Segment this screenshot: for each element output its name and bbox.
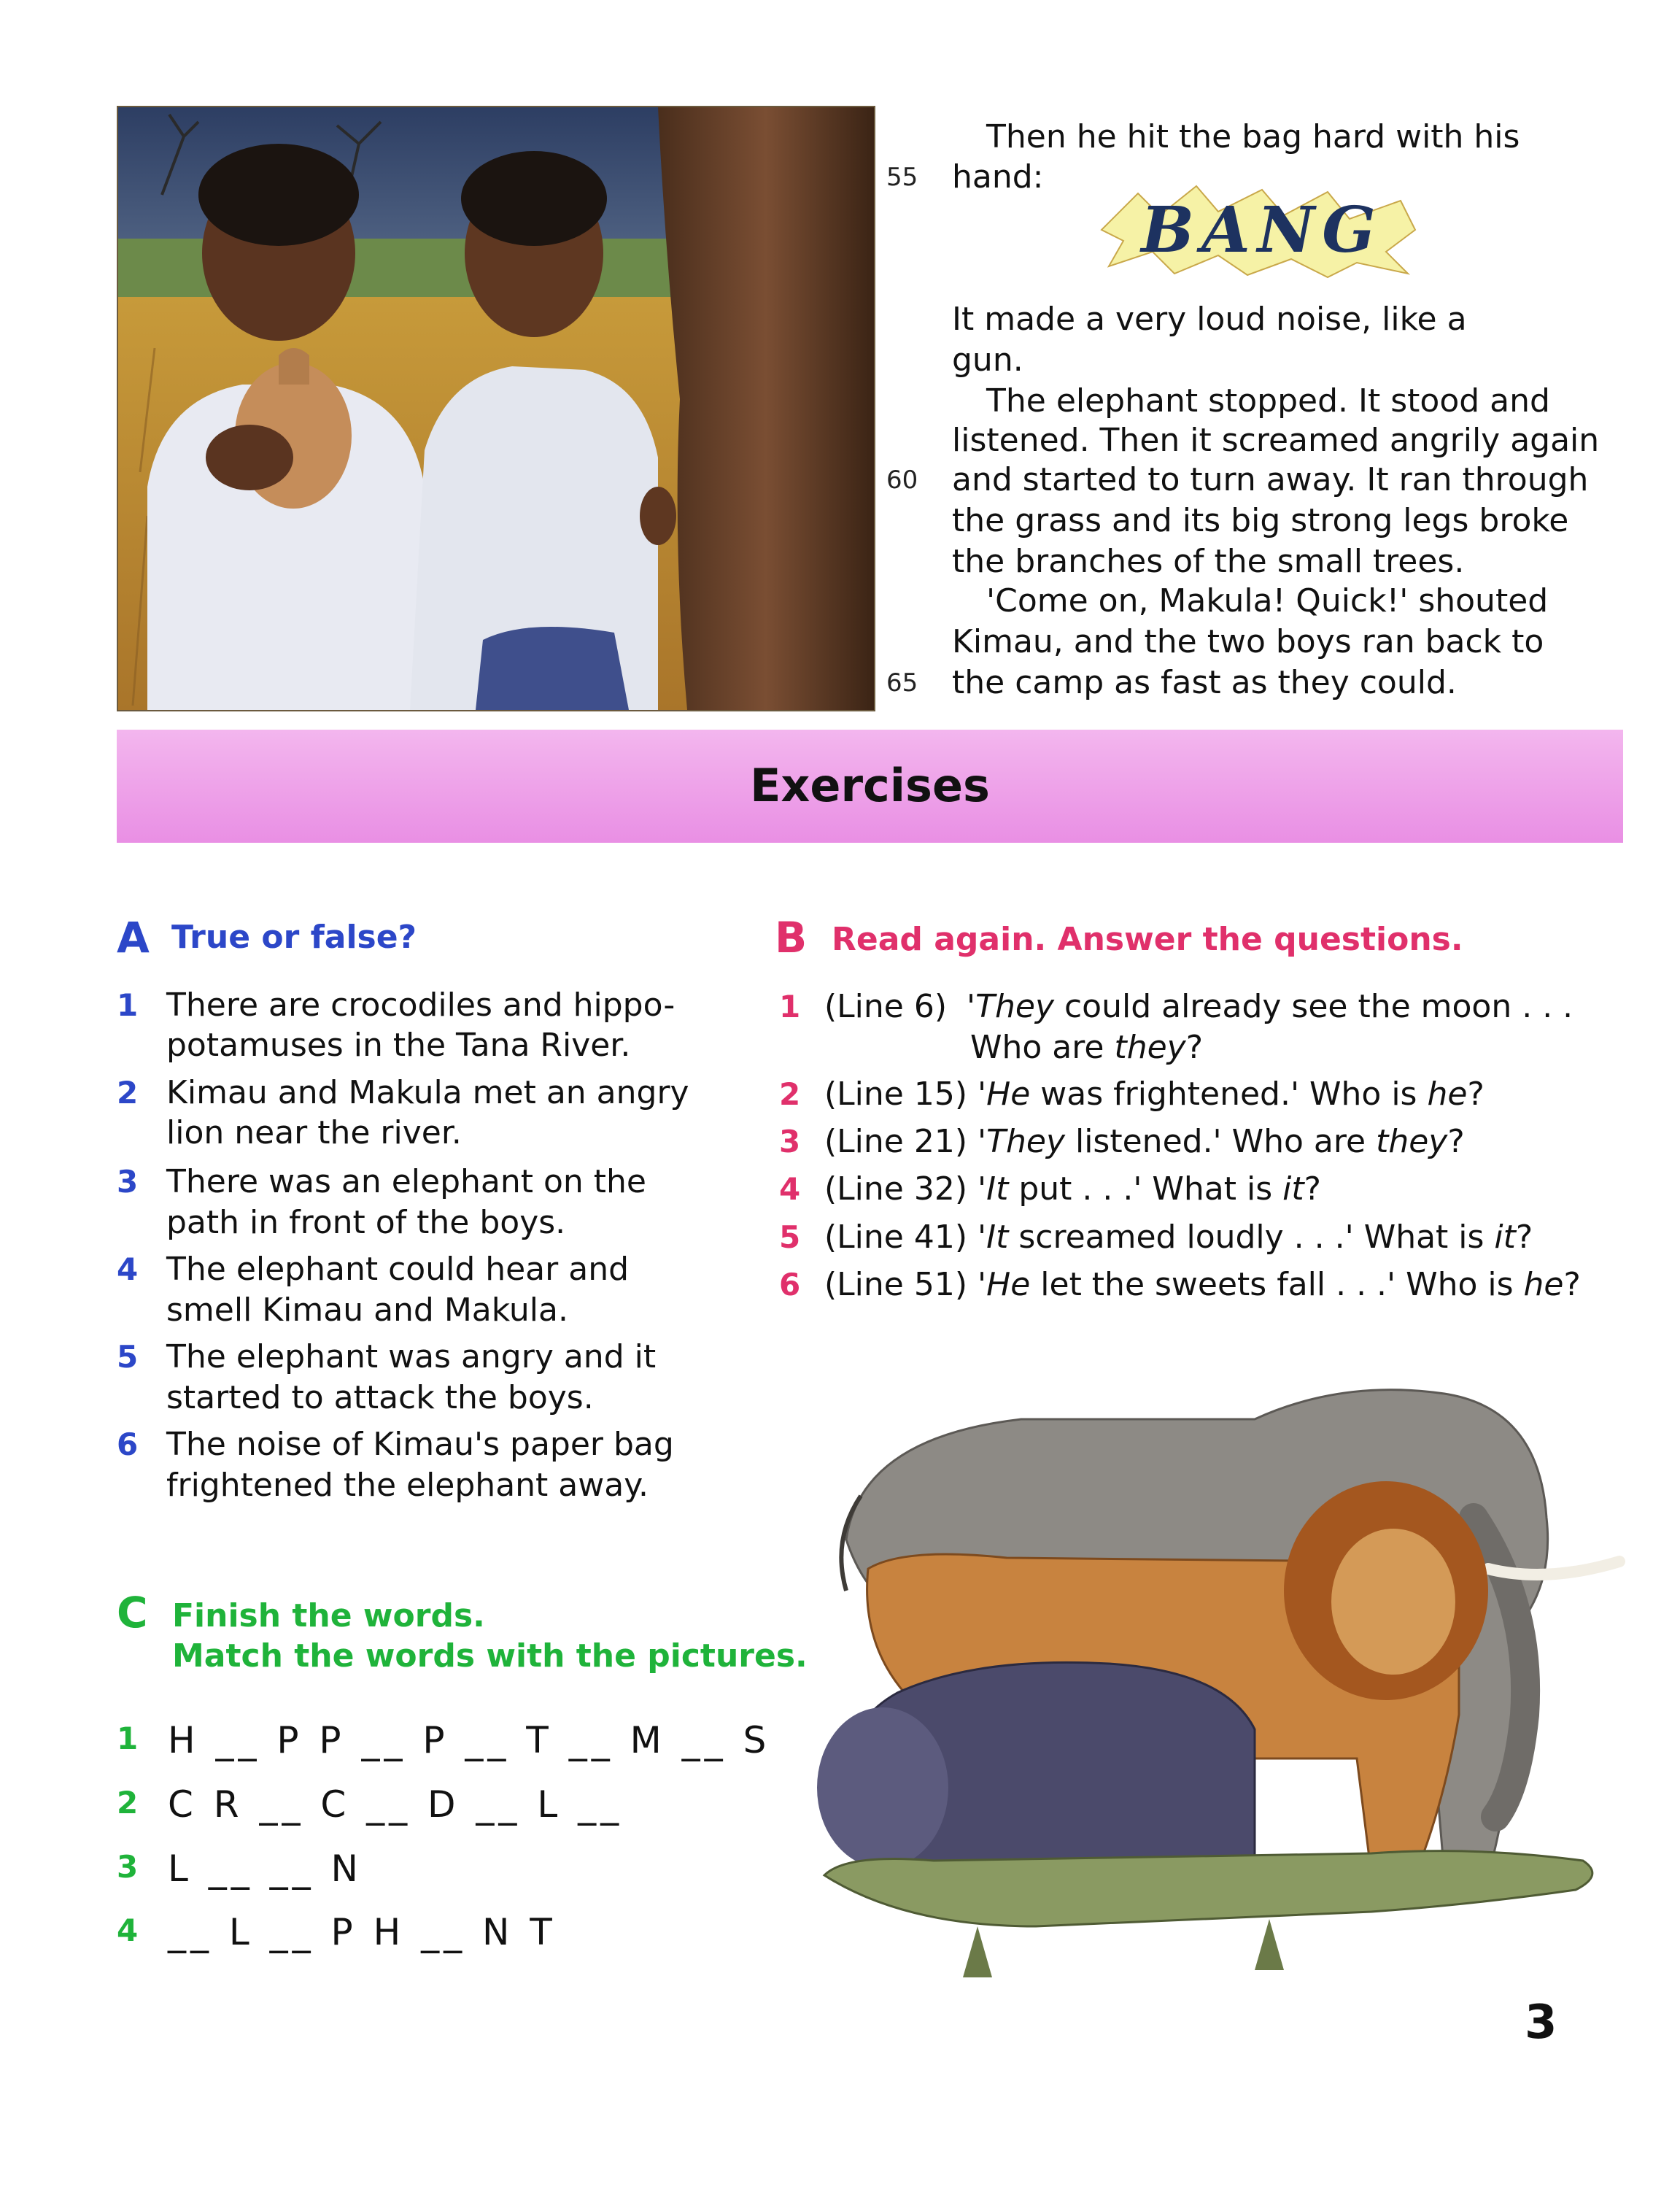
section-a-item-text: There are crocodiles and hippo- <box>166 987 676 1024</box>
section-a-item-text: The elephant was angry and it <box>166 1338 657 1375</box>
word-puzzle: C R __ C __ D __ L __ <box>168 1783 624 1826</box>
section-a-item-text: There was an elephant on the <box>166 1163 646 1200</box>
section-b-question: (Line 15) 'He was frightened.' Who is he? <box>824 1076 1484 1113</box>
word-puzzle: H __ P P __ P __ T __ M __ S <box>168 1719 771 1761</box>
section-b-question-cont: Who are they? <box>970 1029 1204 1066</box>
section-a-item-text: started to attack the boys. <box>166 1379 594 1416</box>
section-a-item-text: smell Kimau and Makula. <box>166 1292 568 1329</box>
bang-sound-effect <box>1094 179 1430 281</box>
section-a-item-text: Kimau and Makula met an angry <box>166 1074 689 1111</box>
story-line: The elephant stopped. It stood and <box>986 382 1550 420</box>
section-c-letter: C <box>117 1588 148 1637</box>
section-a-item-text: potamuses in the Tana River. <box>166 1027 631 1064</box>
section-b-question: (Line 21) 'They listened.' Who are they? <box>824 1123 1465 1160</box>
story-line: Kimau, and the two boys ran back to <box>952 623 1544 660</box>
line-number: 60 <box>886 466 918 495</box>
boys-tree-illustration <box>118 107 874 710</box>
story-line: and started to turn away. It ran through <box>952 461 1589 498</box>
section-a-item-text: The elephant could hear and <box>166 1251 630 1288</box>
section-b-question: (Line 41) 'It screamed loudly . . .' What is it? <box>824 1219 1533 1256</box>
story-line: hand: <box>952 158 1044 196</box>
exercises-banner <box>117 730 1623 843</box>
story-line: 'Come on, Makula! Quick!' shouted <box>986 582 1549 619</box>
animals-group <box>817 1350 1627 2007</box>
section-b-item-number: 2 <box>779 1076 801 1112</box>
line-number: 65 <box>886 668 918 698</box>
bang-text: BANG <box>1141 193 1383 267</box>
story-line: the grass and its big strong legs broke <box>952 502 1569 539</box>
section-a-item-number: 1 <box>117 987 139 1023</box>
section-a-item-number: 4 <box>117 1251 139 1287</box>
section-b-line-ref: (Line 6) <box>824 988 948 1025</box>
exercises-title: Exercises <box>750 759 990 812</box>
section-b-question: (Line 32) 'It put . . .' What is it? <box>824 1170 1321 1208</box>
section-a-item-text: frightened the elephant away. <box>166 1467 649 1504</box>
section-c-word-number: 2 <box>117 1785 139 1821</box>
section-b-question: 'They could already see the moon . . . <box>967 988 1573 1025</box>
story-line: listened. Then it screamed angrily again <box>952 422 1600 459</box>
section-c-subtitle: Match the words with the pictures. <box>172 1637 808 1675</box>
section-a-item-text: lion near the river. <box>166 1114 462 1151</box>
section-b-letter: B <box>775 913 808 962</box>
section-b-item-number: 6 <box>779 1267 801 1302</box>
section-b-item-number: 5 <box>779 1219 801 1255</box>
animals-illustration <box>817 1350 1627 2007</box>
section-a-item-number: 6 <box>117 1426 139 1462</box>
section-c-word-number: 1 <box>117 1721 139 1756</box>
section-a-item-number: 5 <box>117 1339 139 1375</box>
story-line: the branches of the small trees. <box>952 543 1465 580</box>
section-b-item-number: 3 <box>779 1124 801 1159</box>
crocodile-icon <box>824 1851 1592 1977</box>
section-b-question: (Line 51) 'He let the sweets fall . . .' Who is he? <box>824 1266 1581 1303</box>
story-line: Then he hit the bag hard with his <box>986 118 1520 155</box>
section-b-title: Read again. Answer the questions. <box>832 921 1463 958</box>
story-line: gun. <box>952 341 1023 379</box>
story-line: the camp as fast as they could. <box>952 664 1457 701</box>
word-puzzle: L __ __ N <box>168 1848 363 1890</box>
section-a-letter: A <box>117 913 150 962</box>
section-a-item-number: 3 <box>117 1164 139 1200</box>
line-number: 55 <box>886 163 918 192</box>
hippo-icon <box>817 1662 1255 1883</box>
section-b-item-number: 4 <box>779 1171 801 1207</box>
section-a-item-number: 2 <box>117 1075 139 1111</box>
section-a-title: True or false? <box>171 919 417 956</box>
section-b-item-number: 1 <box>779 989 801 1024</box>
section-c-word-number: 3 <box>117 1849 139 1885</box>
page-number: 3 <box>1525 1996 1557 2050</box>
section-c-word-number: 4 <box>117 1912 139 1948</box>
section-a-item-text: The noise of Kimau's paper bag <box>166 1426 674 1463</box>
story-line: It made a very loud noise, like a <box>952 301 1467 338</box>
word-puzzle: __ L __ P H __ N T <box>168 1911 557 1953</box>
section-c-title: Finish the words. <box>172 1597 485 1634</box>
story-illustration <box>117 106 875 711</box>
section-a-item-text: path in front of the boys. <box>166 1204 566 1241</box>
